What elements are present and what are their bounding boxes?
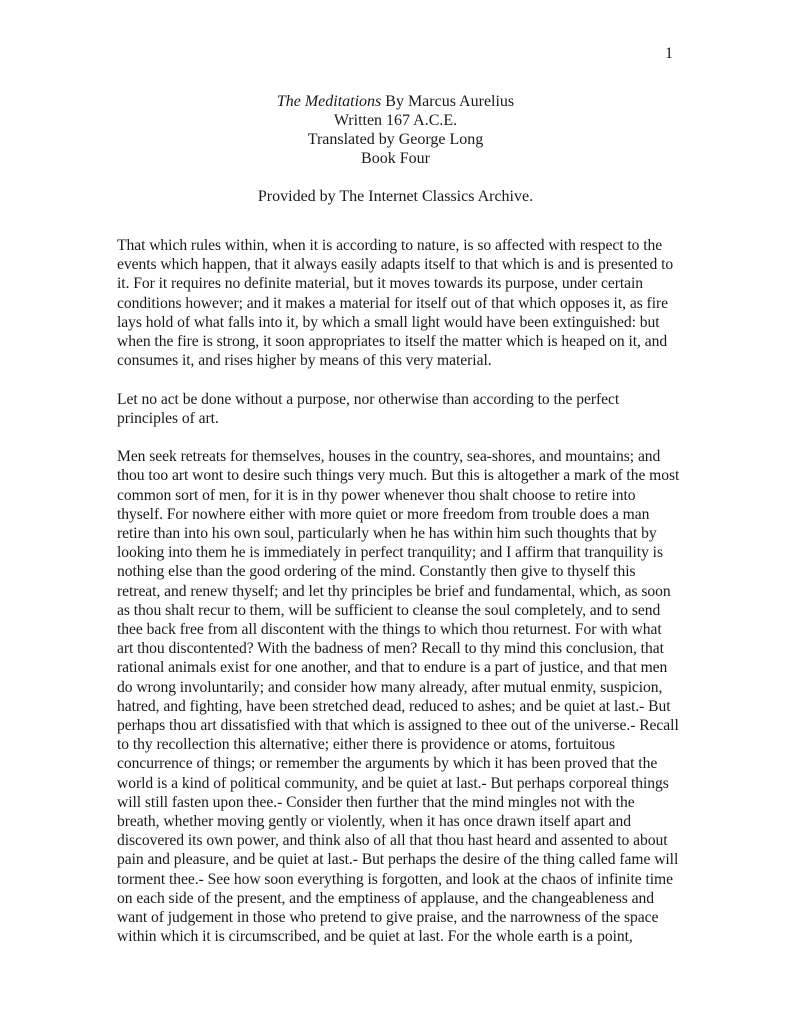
document-header — [117, 92, 674, 206]
paragraph-2: Let no act be done without a purpose, nor otherwise than according to the perfect principles of art. — [117, 390, 620, 427]
paragraph-3: Men seek retreats for themselves, houses in the country, sea-shores, and mountains; and thou too art wont to desire such things very much. But this is altogether a mark of the most common sort of men, for it is in thy power whenever thou shalt choose to retire into thyself. For nowhere either with more quiet or more freedom from trouble does a man retire than into his own soul, particularly when he has within him such thoughts that by looking into them he is immediately in perfect tranquility; and I affirm that tranquility is nothing else than the good ordering of the mind. Constantly then give to thyself this retreat, and renew thyself; and let thy principles be brief and fundamental, which, as soon as thou shalt recur to them, will be sufficient to cleanse the soul completely, and to send thee back free from all discontent with the things to which thou returnest. For with what art thou discontented? With the badness of men? Recall to thy mind this conclusion, that rational animals exist for one another, and that to endure is a part of justice, and that men do wrong involuntarily; and consider how many already, after mutual enmity, suspicion, hatred, and fighting, have been stretched dead, reduced to ashes; and be quiet at last.- But perhaps thou art dissatisfied with that which is assigned to thee out of the universe.- Recall to thy recollection this alternative; either there is providence or atoms, fortuitous concurrence of things; or remember the arguments by which it has been proved that the world is a kind of political community, and be quiet at last.- But perhaps corporeal things will still fasten upon thee.- Consider then further that the mind mingles not with the breath, whether moving gently or violently, when it has once drawn itself apart and discovered its own power, and think also of all that thou hast heard and assented to about pain and pleasure, and be quiet at last.- But perhaps the desire of the thing called fame will torment thee.- See how soon everything is forgotten, and look at the chaos of infinite time on each side of the present, and the emptiness of applause, and the changeableness and want of judgement in those who pretend to give praise, and the narrowness of the space within which it is circumscribed, and be quiet at last. For the whole earth is a point, — [117, 448, 680, 946]
body-text — [117, 236, 680, 966]
title-italic: The Meditations — [276, 93, 382, 110]
paragraph-1: That which rules within, when it is according to nature, is so affected with respect to the events which happen, that it always easily adapts itself to that which is and is presented to it. For it requires no definite material, but it moves towards its purpose, under certain conditions however; and it makes a material for itself out of that which opposes it, as fire lays hold of what falls into it, by which a small light would have been extinguished: but when the fire is strong, it soon appropriates to itself the matter which is heaped on it, and consumes it, and rises higher by means of this very material. — [117, 237, 674, 370]
page-number: 1 — [665, 45, 673, 62]
translator-line: Translated by George Long — [307, 131, 484, 148]
book-label: Book Four — [361, 150, 430, 167]
title-author: By Marcus Aurelius — [381, 93, 515, 110]
written-date: Written 167 A.C.E. — [333, 112, 458, 129]
provided-by-line: Provided by The Internet Classics Archive. — [257, 188, 534, 205]
document-title — [117, 92, 674, 111]
